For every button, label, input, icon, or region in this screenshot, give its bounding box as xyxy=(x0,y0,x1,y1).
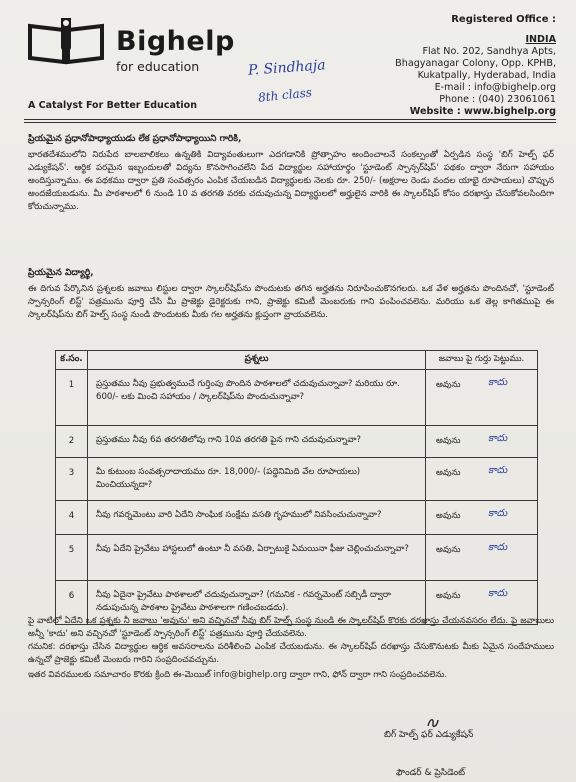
row-question: నీవు ఏదైనా ప్రైవేటు పాఠశాలలో చదువుచున్నావా? (గమనిక - గవర్నమెంట్ సబ్సిడీ ద్వారా నడుపుచున్న పాఠశాల ప్రైవేటు పాఠశాలగా గణించబడదు). xyxy=(88,581,426,625)
answer-no-handmark: కాదు xyxy=(488,588,508,599)
row-number: 4 xyxy=(56,501,88,535)
row-question: ప్రస్తుతము నీవు ప్రభుత్వముచే గుర్తింపు పొందిన పాఠశాలలో చదువుచున్నావా? మరియు రూ. 600/- లకు మించి సహాయం / స్కాలర్‌షిప్‌ను పొందుచున్నావా? xyxy=(88,370,426,426)
handwritten-student-name: P. Sindhaja xyxy=(247,57,327,79)
row-question: నీవు గవర్నమెంటు వారి ఏదేని సాంఘిక సంక్షేమ వసతి గృహములో నివసించుచున్నావా? xyxy=(88,501,426,535)
answer-yes-option: అవును xyxy=(436,545,461,555)
answer-no-handmark: కాదు xyxy=(488,542,508,553)
conclusion-paragraph: పై వాటిలో ఏదేని ఒక ప్రశ్నకు నీ జవాబు 'అవును' అని వచ్చినచో నీవు బిగ్ హెల్ప్ సంస్థ నుండి ఈ స్కాలర్‌షిప్ కొరకు దరఖాస్తు చేయనవసరం లేదు. పై జవాబులు అన్నీ 'కాదు' అని వచ్చినచో 'స్టూడెంట్ స్పాన్సరింగ్ లిస్ట్' పత్రమును పూర్తి చేయవలెను. xyxy=(28,616,554,639)
row-answer xyxy=(426,426,538,458)
registered-office-address xyxy=(395,14,556,118)
brand-name: Bighelp xyxy=(116,26,235,57)
row-number: 2 xyxy=(56,426,88,458)
row-number: 1 xyxy=(56,370,88,426)
row-question: మీ కుటుంబ సంవత్సరాదాయము రూ. 18,000/- (పద్దెనిమిది వేల రూపాయలు) మించియున్నదా? xyxy=(88,458,426,501)
contact-paragraph: ఇతర వివరములకు సమాచారం కొరకు క్రింది ఈ-మెయిల్ info@bighelp.org ద్వారా గాని, ఫోన్ ద్వారా గాని సంప్రదించవలెను. xyxy=(28,670,448,680)
instructions-paragraph: ఈ దిగువ పేర్కొనిన ప్రశ్నలకు జవాబు లిస్టుల ద్వారా స్కాలర్‌షిప్‌ను పొందుటకు తగిన అర్హతను నిరూపించుకొనగలరు. ఒక వేళ అర్హతను పొందినచో, 'స్టూడెంట్ స్పాన్సరింగ్ లిస్ట్' పత్రమును పూర్తి చేసి మీ ప్రాజెక్టు డైరెక్టరుకు గాని, ప్రాజెక్టు కమిటీ మెంబరుకు గాని పంపించవలెను. మరియు ఒక తెల్ల కాగితముపై ఈ స్కాలర్‌షిప్‌ను బిగ్ హెల్ప్ సంస్థ నుండి పొందుటకు మీకు గల అర్హతను క్లుప్తంగా వ్రాయవలెను. xyxy=(28,284,554,320)
salutation-student: ప్రియమైన విద్యార్థి, xyxy=(28,268,94,278)
col-header-answer: జవాబు పై గుర్తు పెట్టుము. xyxy=(426,351,538,370)
signature-title: ఫౌండర్ & ప్రెసిడెంట్ xyxy=(396,768,466,778)
row-question: ప్రస్తుతము నీవు 6వ తరగతిలోపు గాని 10వ తరగతి పైన గాని చదువుచున్నావా? xyxy=(88,426,426,458)
answer-no-handmark: కాదు xyxy=(488,377,508,388)
row-number: 3 xyxy=(56,458,88,501)
tagline: A Catalyst For Better Education xyxy=(28,100,197,111)
website-line: Website : www.bighelp.org xyxy=(409,106,556,117)
answer-yes-option: అవును xyxy=(436,591,461,601)
answer-no-handmark: కాదు xyxy=(488,433,508,444)
col-header-question: ప్రశ్నలు xyxy=(88,351,426,370)
answer-yes-option: అవును xyxy=(436,468,461,478)
bighelp-book-logo xyxy=(26,16,106,66)
signature-organization: బిగ్ హెల్ప్ ఫర్ ఎడ్యుకేషన్ xyxy=(384,730,474,740)
table-row xyxy=(56,535,538,581)
address-line: Bhagyanagar Colony, Opp. KPHB, xyxy=(395,58,556,69)
row-question: నీవు ఏదేని ప్రైవేటు హాస్టలులో ఉంటూ నీ వసతి, ఏర్పాటుకై ఏమయినా ఫీజు చెల్లించుచున్నావా? xyxy=(88,535,426,581)
brand-subtitle: for education xyxy=(116,59,200,74)
row-answer xyxy=(426,458,538,501)
address-line: Flat No. 202, Sandhya Apts, xyxy=(422,46,556,57)
answer-no-handmark: కాదు xyxy=(488,465,508,476)
phone-line: Phone : (040) 23061061 xyxy=(439,94,556,105)
table-header-row xyxy=(56,351,538,370)
answer-yes-option: అవును xyxy=(436,380,461,390)
answer-yes-option: అవును xyxy=(436,511,461,521)
eligibility-questions-table xyxy=(55,350,538,625)
handwritten-class: 8th class xyxy=(257,85,313,105)
table-row xyxy=(56,458,538,501)
table-row xyxy=(56,370,538,426)
row-number: 5 xyxy=(56,535,88,581)
registered-office-label: Registered Office : xyxy=(451,14,556,25)
table-row xyxy=(56,501,538,535)
salutation-headmaster: ప్రియమైన ప్రధానోపాధ్యాయుడు లేక ప్రధానోపాధ్యాయిని గారికి, xyxy=(28,134,242,144)
col-header-no: క.సం. xyxy=(56,351,88,370)
note-paragraph: గమనిక: దరఖాస్తు చేసిన విద్యార్థుల ఆర్థిక అవసరాలను పరిశీలించి ఎంపిక చేయబడును. ఈ స్కాలర్‌షిప్ దరఖాస్తు చేసుకొనుటకు మీకు ఏమైన సందేహములు ఉన్నచో ప్రాజెక్టు కమిటీ మెంబరు గారిని సంప్రదించవచ్చును. xyxy=(28,642,554,665)
header-divider-thin xyxy=(24,122,556,123)
row-answer xyxy=(426,370,538,426)
table-row xyxy=(56,426,538,458)
country: INDIA xyxy=(525,34,556,45)
row-answer xyxy=(426,535,538,581)
answer-no-handmark: కాదు xyxy=(488,508,508,519)
address-line: Kukatpally, Hyderabad, India xyxy=(417,70,556,81)
email-line: E-mail : info@bighelp.org xyxy=(434,82,556,93)
intro-paragraph: భారతదేశములోని నిరుపేద బాలబాలికలు ఉన్నతికి విద్యావంతులుగా ఎదగడానికి ప్రోత్సాహం అందించాలనే సంకల్పంతో ఏర్పడిన సంస్థ 'బిగ్ హెల్ప్ ఫర్ ఎడ్యుకేషన్'. ఆర్థిక పరమైన ఇబ్బందులతో విద్యను కొనసాగించలేని పేద విద్యార్థుల సహాయార్థం 'స్టూడెంట్ స్పాన్సర్‌షిప్' పథకం ద్వారా నేరుగా సహాయం అందిస్తున్నాము. ఈ పథకము ద్వారా ప్రతి సంవత్సరం ఎంపిక చేయబడిన విద్యార్థులకు నెలకు రూ. 250/- (అక్షరాల రెండు వందల యాభై రూపాయలు) చొప్పున అందజేయబడును. మీ పాఠశాలలో 6 నుండి 10 వ తరగతి వరకు చదువుచున్న విద్యార్థులలో అర్హులైన వారికి ఈ స్కాలర్‌షిప్ కోసం దరఖాస్తు చేసుకోవలసిందిగా కోరుచున్నాము. xyxy=(28,150,554,212)
header-divider xyxy=(24,119,556,120)
answer-yes-option: అవును xyxy=(436,436,461,446)
row-answer xyxy=(426,501,538,535)
row-number: 6 xyxy=(56,581,88,625)
signature-mark xyxy=(426,716,440,730)
